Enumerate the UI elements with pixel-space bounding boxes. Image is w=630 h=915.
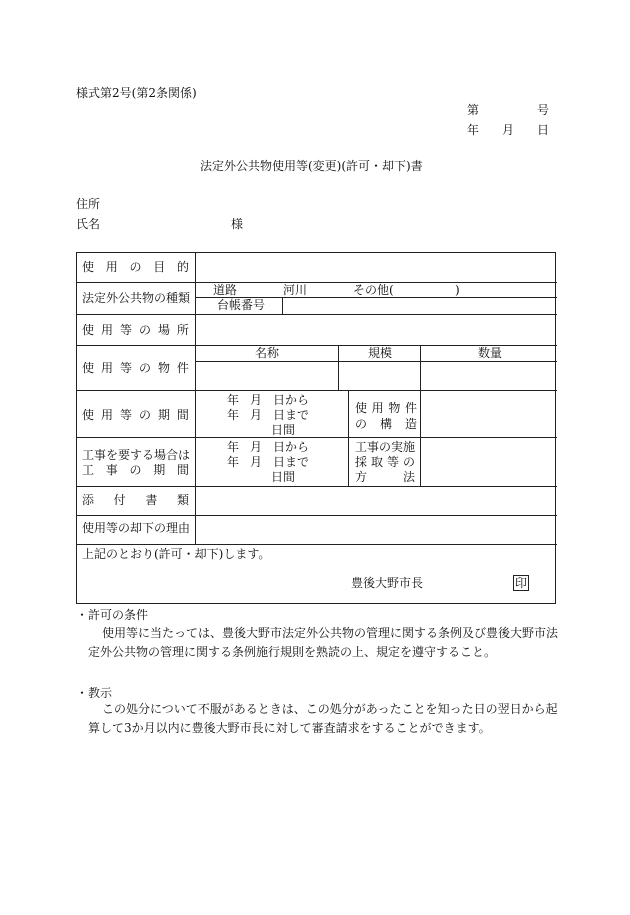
period-days: 日間 — [271, 423, 296, 437]
number-suffix: 号 — [536, 103, 549, 117]
public-property-type-label: 法定外公共物の種類 — [82, 291, 191, 305]
ledger-number-field[interactable] — [284, 297, 554, 312]
structure-field[interactable] — [421, 391, 554, 435]
period-label: 使 用 等 の 期 間 — [82, 408, 189, 422]
method-field[interactable] — [421, 438, 554, 483]
structure-label-line2: の 構 造 — [355, 417, 417, 431]
item-header-name: 名称 — [255, 346, 280, 360]
method-label-line3: 方 法 — [355, 470, 415, 484]
document-number-line — [467, 104, 549, 116]
date-day: 日 — [536, 123, 549, 137]
construction-to: 年 月 日まで — [227, 455, 309, 469]
type-option-other[interactable]: その他( — [353, 283, 394, 297]
construction-from: 年 月 日から — [227, 440, 309, 454]
construction-label-line1: 工事を要する場合は — [82, 448, 191, 462]
item-scale-field[interactable] — [339, 362, 419, 388]
issuer-name: 豊後大野市長 — [351, 576, 424, 590]
purpose-field[interactable] — [196, 253, 554, 280]
notice-line2: 算して3か月以内に豊後大野市長に対して審査請求をすることができます。 — [88, 721, 491, 735]
ledger-number-label: 台帳番号 — [217, 298, 266, 312]
method-label-line1: 工事の実施 — [355, 440, 416, 454]
address-label: 住所 — [76, 197, 101, 211]
document-date-line — [467, 124, 549, 136]
date-year: 年 — [467, 123, 480, 137]
honorific: 様 — [231, 217, 244, 231]
item-header-scale: 規模 — [368, 346, 393, 360]
rejection-reason-label: 使用等の却下の理由 — [82, 521, 191, 535]
method-label-line2: 採 取 等 の — [355, 455, 415, 469]
place-field[interactable] — [196, 315, 554, 343]
number-prefix: 第 — [467, 103, 480, 117]
closing-statement: 上記のとおり(許可・却下)します。 — [82, 547, 271, 561]
item-label: 使 用 等 の 物 件 — [82, 361, 189, 375]
item-name-field[interactable] — [196, 362, 336, 388]
conditions-line2: 定外公共物の管理に関する条例施行規則を熟読の上、規定を遵守すること。 — [88, 645, 497, 659]
type-option-road[interactable]: 道路 — [213, 283, 238, 297]
construction-label-line2: 工 事 の 期 間 — [82, 463, 189, 477]
attachments-field[interactable] — [196, 487, 554, 513]
rejection-reason-field[interactable] — [196, 516, 554, 542]
purpose-label: 使 用 の 目 的 — [82, 260, 189, 274]
conditions-heading: ・許可の条件 — [76, 608, 149, 622]
item-header-quantity: 数量 — [478, 346, 503, 360]
construction-days: 日間 — [271, 470, 296, 484]
notice-line1: この処分について不服があるときは、この処分があったことを知った日の翌日から起 — [102, 702, 558, 716]
attachments-label: 添 付 書 類 — [82, 493, 189, 507]
type-option-river[interactable]: 河川 — [283, 283, 308, 297]
date-month: 月 — [501, 123, 514, 137]
place-label: 使 用 等 の 場 所 — [82, 323, 189, 337]
type-option-other-close: ) — [455, 283, 460, 297]
item-quantity-field[interactable] — [421, 362, 554, 388]
form-number-label: 様式第2号(第2条関係) — [76, 86, 197, 100]
notice-heading: ・教示 — [76, 686, 113, 700]
document-title: 法定外公共物使用等(変更)(許可・却下)書 — [200, 159, 423, 173]
structure-label-line1: 使 用 物 件 — [355, 401, 417, 415]
conditions-line1: 使用等に当たっては、豊後大野市法定外公共物の管理に関する条例及び豊後大野市法 — [102, 626, 559, 640]
period-to: 年 月 日まで — [227, 408, 309, 422]
name-label: 氏名 — [76, 217, 101, 231]
period-from: 年 月 日から — [227, 393, 309, 407]
seal-stamp: 印 — [514, 576, 527, 590]
